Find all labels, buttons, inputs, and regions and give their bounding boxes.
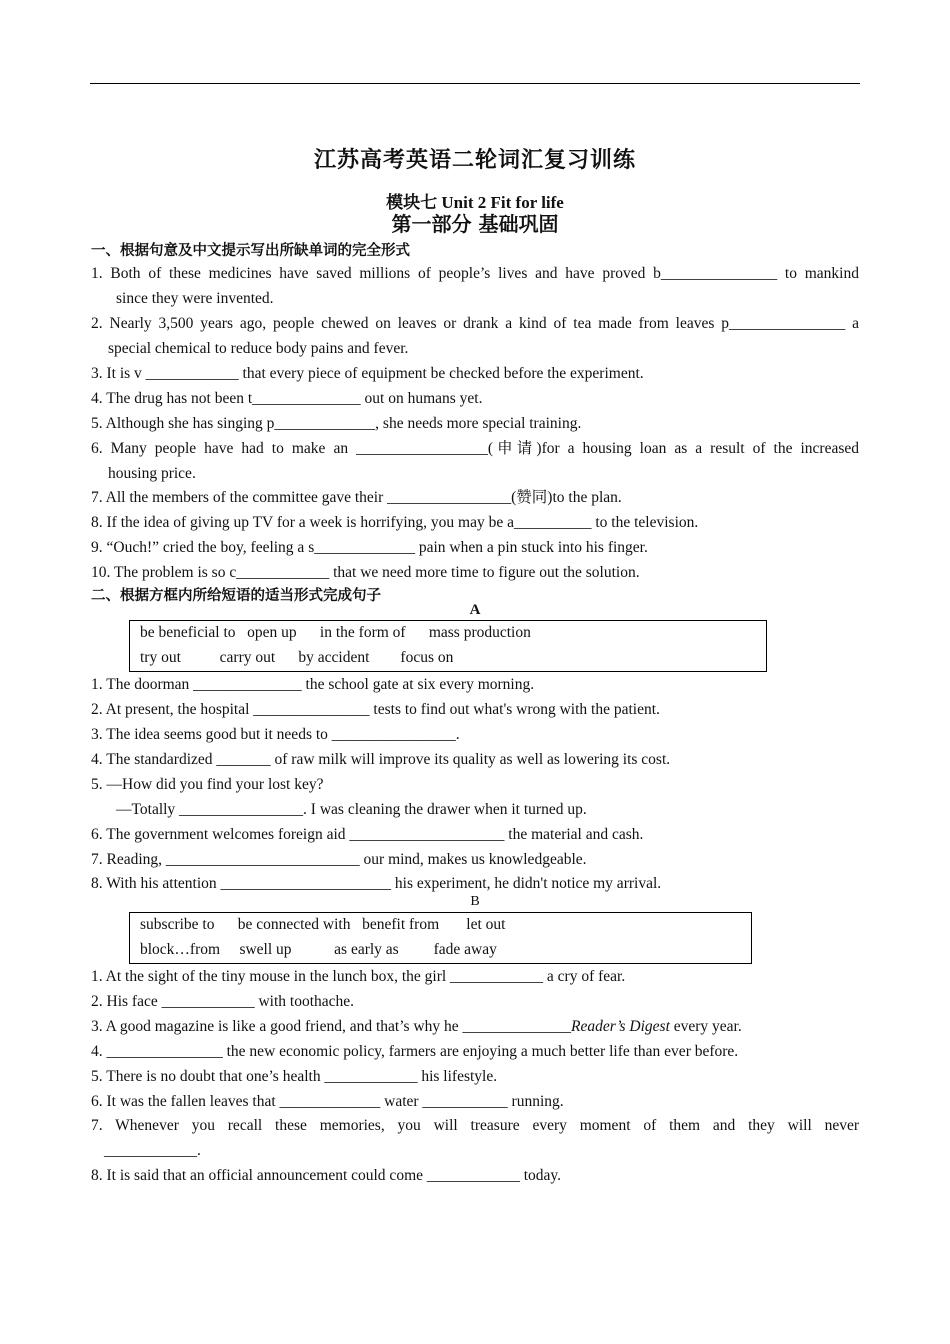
b-item-2: 2. His face ____________ with toothache. <box>91 993 355 1010</box>
a-item-1: 1. The doorman ______________ the school gate at six every morning. <box>91 676 535 693</box>
s1-item-9: 9. “Ouch!” cried the boy, feeling a s_____________ pain when a pin stuck into his finger. <box>91 539 648 556</box>
a-item-6: 6. The government welcomes foreign aid ____________________ the material and cash. <box>91 826 644 843</box>
s1-item-2: 2. Nearly 3,500 years ago, people chewed on leaves or drank a kind of tea made from leaves p_______________ a <box>91 315 859 332</box>
phrase-box-b <box>129 912 752 964</box>
s1-item-4: 4. The drug has not been t______________ out on humans yet. <box>91 390 483 407</box>
s1-item-1-cont: since they were invented. <box>116 290 274 307</box>
s1-item-2-cont: special chemical to reduce body pains and fever. <box>108 340 409 357</box>
s1-item-6: 6. Many people have had to make an _________________(申请)for a housing loan as a result of the increased <box>91 440 859 457</box>
header-rule <box>90 83 860 84</box>
a-item-5-answer: —Totally ________________. I was cleaning the drawer when it turned up. <box>116 801 587 818</box>
magazine-title: Reader’s Digest <box>571 1018 670 1035</box>
b-item-5: 5. There is no doubt that one’s health ____________ his lifestyle. <box>91 1068 498 1085</box>
phrase-box-b-row1: subscribe to be connected with benefit from let out <box>140 916 506 933</box>
b-item-3-text: 3. A good magazine is like a good friend, and that’s why he ______________ <box>91 1018 571 1035</box>
group-b-label: B <box>470 894 480 909</box>
s1-item-7: 7. All the members of the committee gave their ________________(赞同)to the plan. <box>91 489 622 506</box>
s1-item-1: 1. Both of these medicines have saved millions of people’s lives and have proved b_______________ to mankind <box>91 265 859 282</box>
a-item-4: 4. The standardized _______ of raw milk will improve its quality as well as lowering its cost. <box>91 751 671 768</box>
b-item-8: 8. It is said that an official announcement could come ____________ today. <box>91 1167 562 1184</box>
b-item-7: 7. Whenever you recall these memories, you will treasure every moment of them and they will never <box>91 1117 859 1134</box>
b-item-4: 4. _______________ the new economic policy, farmers are enjoying a much better life than ever before. <box>91 1043 739 1060</box>
a-item-7: 7. Reading, _________________________ our mind, makes us knowledgeable. <box>91 851 587 868</box>
group-a-label: A <box>469 602 481 618</box>
b-item-3 <box>91 1014 859 1039</box>
b-item-3-end: every year. <box>669 1018 742 1035</box>
a-item-5: 5. —How did you find your lost key? <box>91 776 324 793</box>
phrase-box-a <box>129 620 767 672</box>
s1-item-6-cont: housing price. <box>108 465 196 482</box>
phrase-box-a-row1: be beneficial to open up in the form of mass production <box>140 624 531 641</box>
phrase-box-b-row2: block…from swell up as early as fade away <box>140 941 497 958</box>
s1-item-3: 3. It is v ____________ that every piece of equipment be checked before the experiment. <box>91 365 644 382</box>
s1-item-10: 10. The problem is so c____________ that we need more time to figure out the solution. <box>91 564 640 581</box>
a-item-2: 2. At present, the hospital _______________ tests to find out what's wrong with the patient. <box>91 701 660 718</box>
section1-heading: 一、根据句意及中文提示写出所缺单词的完全形式 <box>91 243 410 259</box>
b-item-6: 6. It was the fallen leaves that _____________ water ___________ running. <box>91 1093 564 1110</box>
a-item-3: 3. The idea seems good but it needs to ________________. <box>91 726 460 743</box>
s1-item-8: 8. If the idea of giving up TV for a week is horrifying, you may be a__________ to the television. <box>91 514 699 531</box>
s1-item-5: 5. Although she has singing p_____________, she needs more special training. <box>91 415 582 432</box>
a-item-8: 8. With his attention ______________________ his experiment, he didn't notice my arrival. <box>91 875 662 892</box>
phrase-box-a-row2: try out carry out by accident focus on <box>140 649 454 666</box>
b-item-7-cont: ____________. <box>104 1142 201 1159</box>
page-title: 江苏高考英语二轮词汇复习训练 <box>313 147 636 173</box>
page-subtitle: 模块七 Unit 2 Fit for life <box>386 193 564 212</box>
part-heading: 第一部分 基础巩固 <box>391 212 559 236</box>
section2-heading: 二、根据方框内所给短语的适当形式完成句子 <box>91 588 381 604</box>
b-item-1: 1. At the sight of the tiny mouse in the lunch box, the girl ____________ a cry of fear. <box>91 968 626 985</box>
